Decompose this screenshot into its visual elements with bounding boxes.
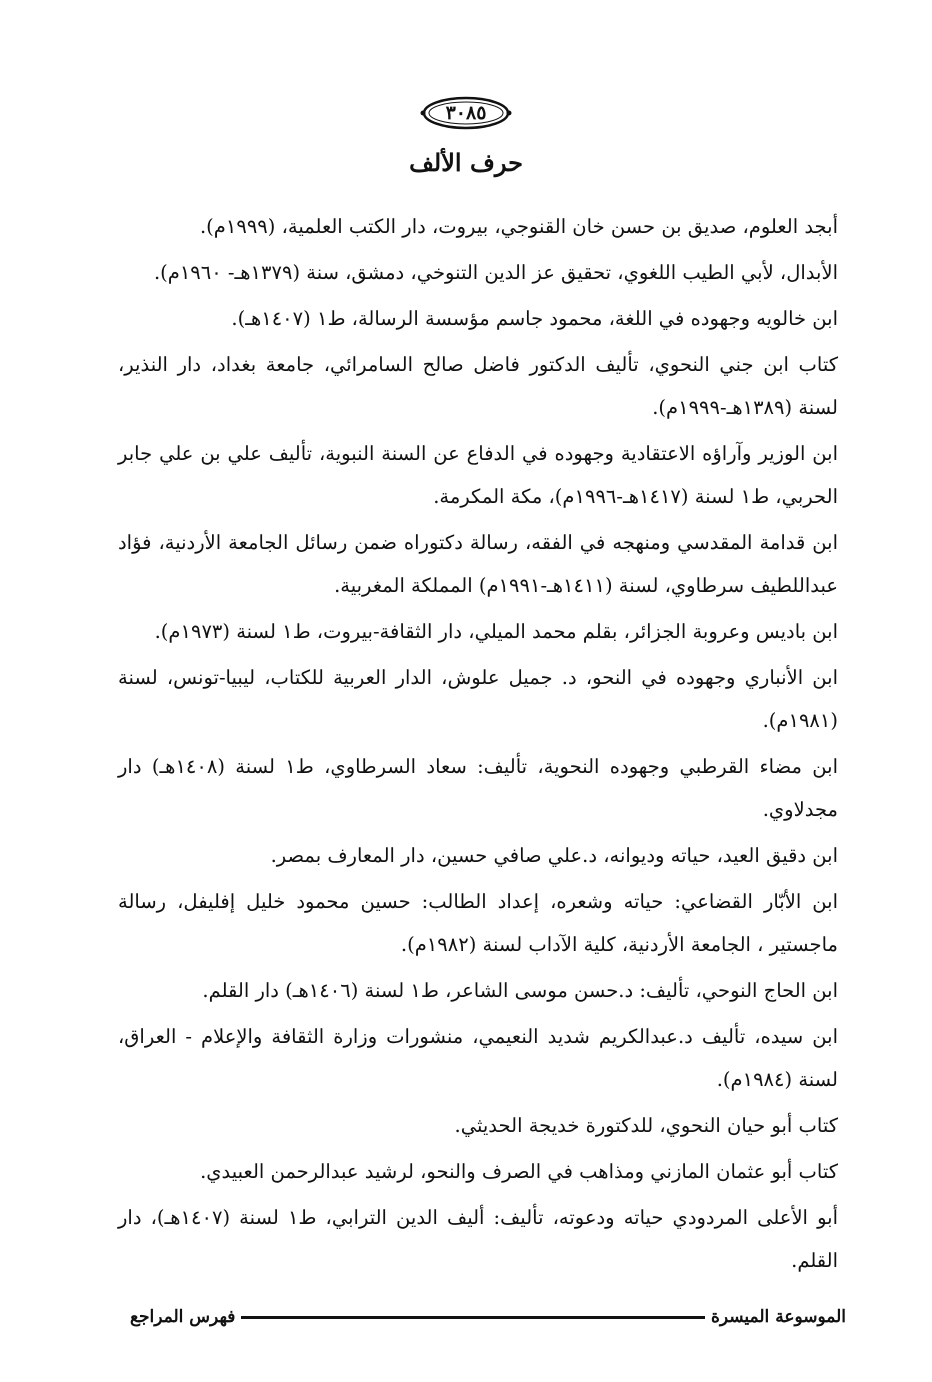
footer-book-title: الموسوعة الميسرة: [710, 1307, 846, 1327]
reference-entry: كتاب أبو حيان النحوي، للدكتورة خديجة الحديثي.: [454, 1114, 838, 1137]
page-number: ٣٠٨٥: [445, 102, 487, 124]
reference-entry: ابن باديس وعروبة الجزائر، بقلم محمد الميلي، دار الثقافة-بيروت، ط١ لسنة (١٩٧٣م).: [154, 620, 838, 643]
reference-entry: كتاب ابن جني النحوي، تأليف الدكتور فاضل صالح السامرائي، جامعة بغداد، دار النذير، لسنة (١٣٨٩هـ-١٩٩٩م).: [118, 353, 838, 419]
page-header: [0, 94, 932, 132]
reference-entry: ابن خالويه وجهوده في اللغة، محمود جاسم مؤسسة الرسالة، ط١ (١٤٠٧هـ).: [231, 307, 838, 330]
reference-entry: ابن مضاء القرطبي وجهوده النحوية، تأليف: سعاد السرطاوي، ط١ لسنة (١٤٠٨هـ) دار مجدلاوي.: [118, 755, 838, 821]
reference-entry: ابن دقيق العيد، حياته وديوانه، د.علي صافي حسين، دار المعارف بمصر.: [270, 844, 838, 867]
reference-list: [118, 205, 838, 1285]
reference-entry: ابن الأبّار القضاعي: حياته وشعره، إعداد الطالب: حسين محمود خليل إفليفل، رسالة ماجستير ، الجامعة الأردنية، كلية الآداب لسنة (١٩٨٢م).: [118, 890, 838, 956]
reference-entry: ابن الوزير وآراؤه الاعتقادية وجهوده في الدفاع عن السنة النبوية، تأليف علي بن علي جابر الحربي، ط١ لسنة (١٤١٧هـ-١٩٩٦م)، مكة المكرمة.: [118, 442, 838, 508]
page-footer: [130, 1297, 846, 1327]
reference-entry: كتاب أبو عثمان المازني ومذاهب في الصرف والنحو، لرشيد عبدالرحمن العبيدي.: [200, 1160, 838, 1183]
reference-entry: أبو الأعلى المردودي حياته ودعوته، تأليف: أليف الدين الترابي، ط١ لسنة (١٤٠٧هـ)، دار القلم.: [118, 1206, 839, 1272]
reference-entry: ابن قدامة المقدسي ومنهجه في الفقه، رسالة دكتوراه ضمن رسائل الجامعة الأردنية، فؤاد عبداللطيف سرطاوي، لسنة (١٤١١هـ-١٩٩١م) المملكة المغربية.: [118, 531, 838, 597]
reference-entry: ابن سيده، تأليف د.عبدالكريم شديد النعيمي، منشورات وزارة الثقافة والإعلام - العراق، لسنة (١٩٨٤م).: [118, 1025, 838, 1091]
page-number-frame: [420, 94, 512, 132]
reference-entry: أبجد العلوم، صديق بن حسن خان القنوجي، بيروت، دار الكتب العلمية، (١٩٩٩م).: [199, 215, 838, 238]
reference-entry: ابن الحاج النوحي، تأليف: د.حسن موسى الشاعر، ط١ لسنة (١٤٠٦هـ) دار القلم.: [202, 979, 838, 1002]
footer-rule: [241, 1316, 705, 1319]
section-title: حرف الألف: [409, 148, 523, 177]
footer-section-name: فهرس المراجع: [130, 1307, 236, 1327]
reference-entry: ابن الأنباري وجهوده في النحو، د. جميل علوش، الدار العربية للكتاب، ليبيا-تونس، لسنة (١٩٨١م).: [118, 666, 838, 732]
reference-entry: الأبدال، لأبي الطيب اللغوي، تحقيق عز الدين التنوخي، دمشق، سنة (١٣٧٩هـ- ١٩٦٠م).: [153, 261, 838, 284]
